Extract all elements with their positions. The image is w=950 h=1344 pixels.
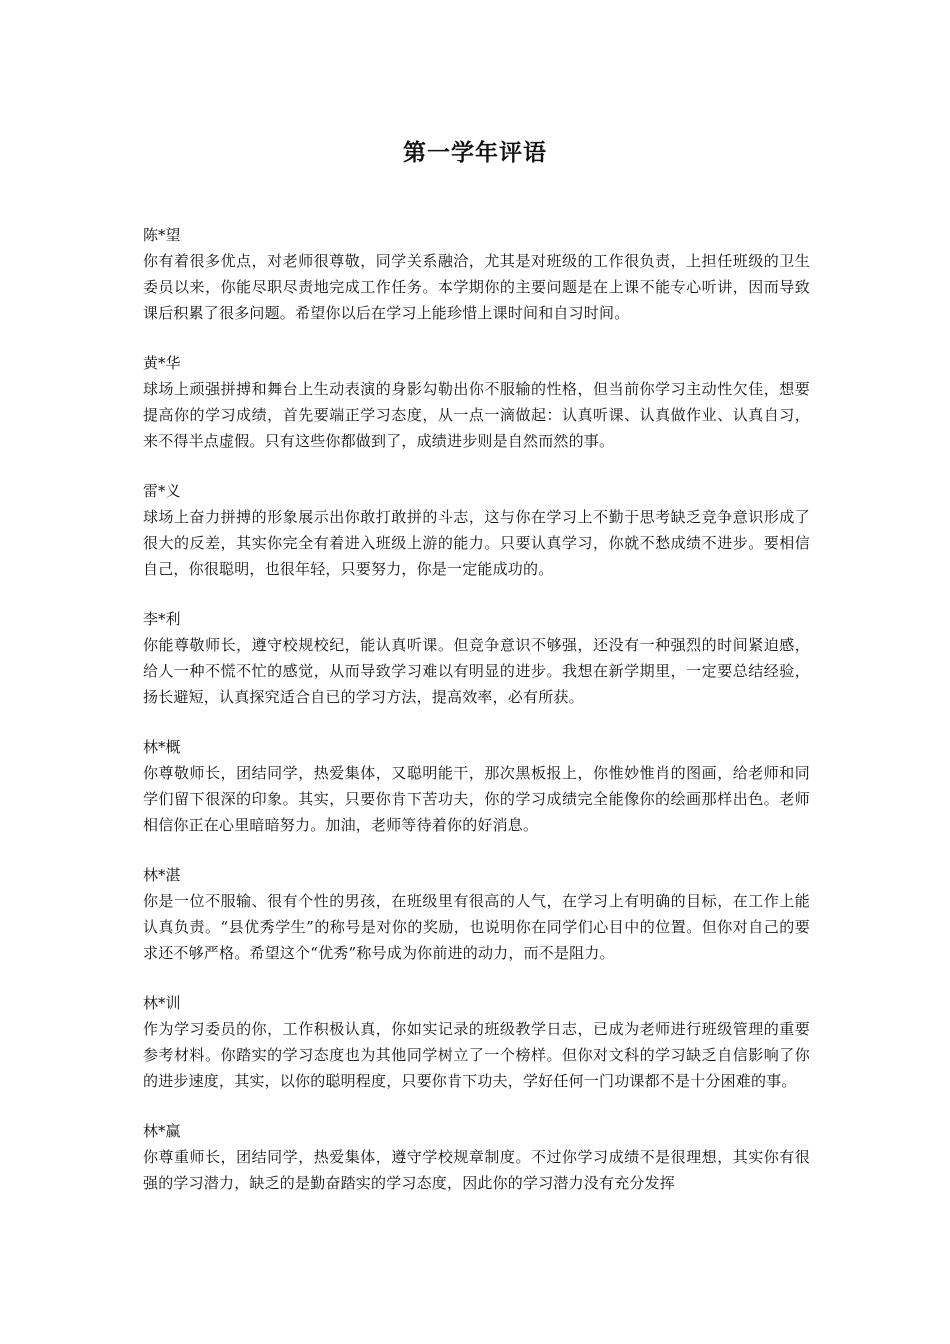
comment-text: 球场上奋力拼搏的形象展示出你敢打敢拼的斗志，这与你在学习上不勤于思考缺乏竞争意识形成了很大的反差，其实你完全有着进入班级上游的能力。只要认真学习，你就不愁成绩不进步。要相信自己，你很聪明，也很年轻，只要努力，你是一定能成功的。: [143, 508, 810, 578]
comment-entry: [143, 1118, 810, 1196]
comment-text: 你有着很多优点，对老师很尊敬，同学关系融洽，尤其是对班级的工作很负责，上担任班级的卫生委员以来，你能尽职尽责地完成工作任务。本学期你的主要问题是在上课不能专心听讲，因而导致课后积累了很多问题。希望你以后在学习上能珍惜上课时间和自习时间。: [143, 252, 810, 322]
comment-text: 你尊敬师长，团结同学，热爱集体，又聪明能干，那次黑板报上，你惟妙惟肖的图画，给老师和同学们留下很深的印象。其实，只要你肯下苦功夫，你的学习成绩完全能像你的绘画那样出色。老师相信你正在心里暗暗努力。加油，老师等待着你的好消息。: [143, 764, 810, 834]
comment-text: 球场上顽强拼搏和舞台上生动表演的身影勾勒出你不服输的性格，但当前你学习主动性欠佳，想要提高你的学习成绩，首先要端正学习态度，从一点一滴做起：认真听课、认真做作业、认真自习，来不得半点虚假。只有这些你都做到了，成绩进步则是自然而然的事。: [143, 380, 810, 450]
comment-entry: [143, 606, 810, 710]
comment-entry: [143, 222, 810, 326]
comment-text: 你能尊敬师长，遵守校规校纪，能认真听课。但竞争意识不够强，还没有一种强烈的时间紧迫感，给人一种不慌不忙的感觉，从而导致学习难以有明显的进步。我想在新学期里，一定要总结经验，扬长避短，认真探究适合自已的学习方法，提高效率，必有所获。: [143, 636, 810, 706]
student-name: 林*训: [143, 994, 181, 1012]
comment-text: 作为学习委员的你，工作积极认真，你如实记录的班级教学日志，已成为老师进行班级管理的重要参考材料。你踏实的学习态度也为其他同学树立了一个榜样。但你对文科的学习缺乏自信影响了你的进步速度，其实，以你的聪明程度，只要你肯下功夫，学好任何一门功课都不是十分困难的事。: [143, 1020, 810, 1090]
student-name: 林*赢: [143, 1122, 181, 1140]
comment-entry: [143, 350, 810, 454]
student-name: 林*湛: [143, 866, 181, 884]
student-name: 林*概: [143, 738, 181, 756]
comment-list: [143, 222, 810, 1220]
comment-text: 你尊重师长，团结同学，热爱集体，遵守学校规章制度。不过你学习成绩不是很理想，其实你有很强的学习潜力，缺乏的是勤奋踏实的学习态度，因此你的学习潜力没有充分发挥: [143, 1148, 810, 1192]
comment-entry: [143, 734, 810, 838]
comment-text: 你是一位不服输、很有个性的男孩，在班级里有很高的人气，在学习上有明确的目标，在工作上能认真负责。“县优秀学生”的称号是对你的奖励，也说明你在同学们心目中的位置。但你对自己的要求还不够严格。希望这个“优秀”称号成为你前进的动力，而不是阻力。: [143, 892, 810, 962]
student-name: 雷*义: [143, 482, 181, 500]
comment-entry: [143, 990, 810, 1094]
student-name: 李*利: [143, 610, 181, 628]
student-name: 黄*华: [143, 354, 181, 372]
comment-entry: [143, 478, 810, 582]
page-title: 第一学年评语: [403, 139, 547, 166]
student-name: 陈*望: [143, 226, 181, 244]
comment-entry: [143, 862, 810, 966]
